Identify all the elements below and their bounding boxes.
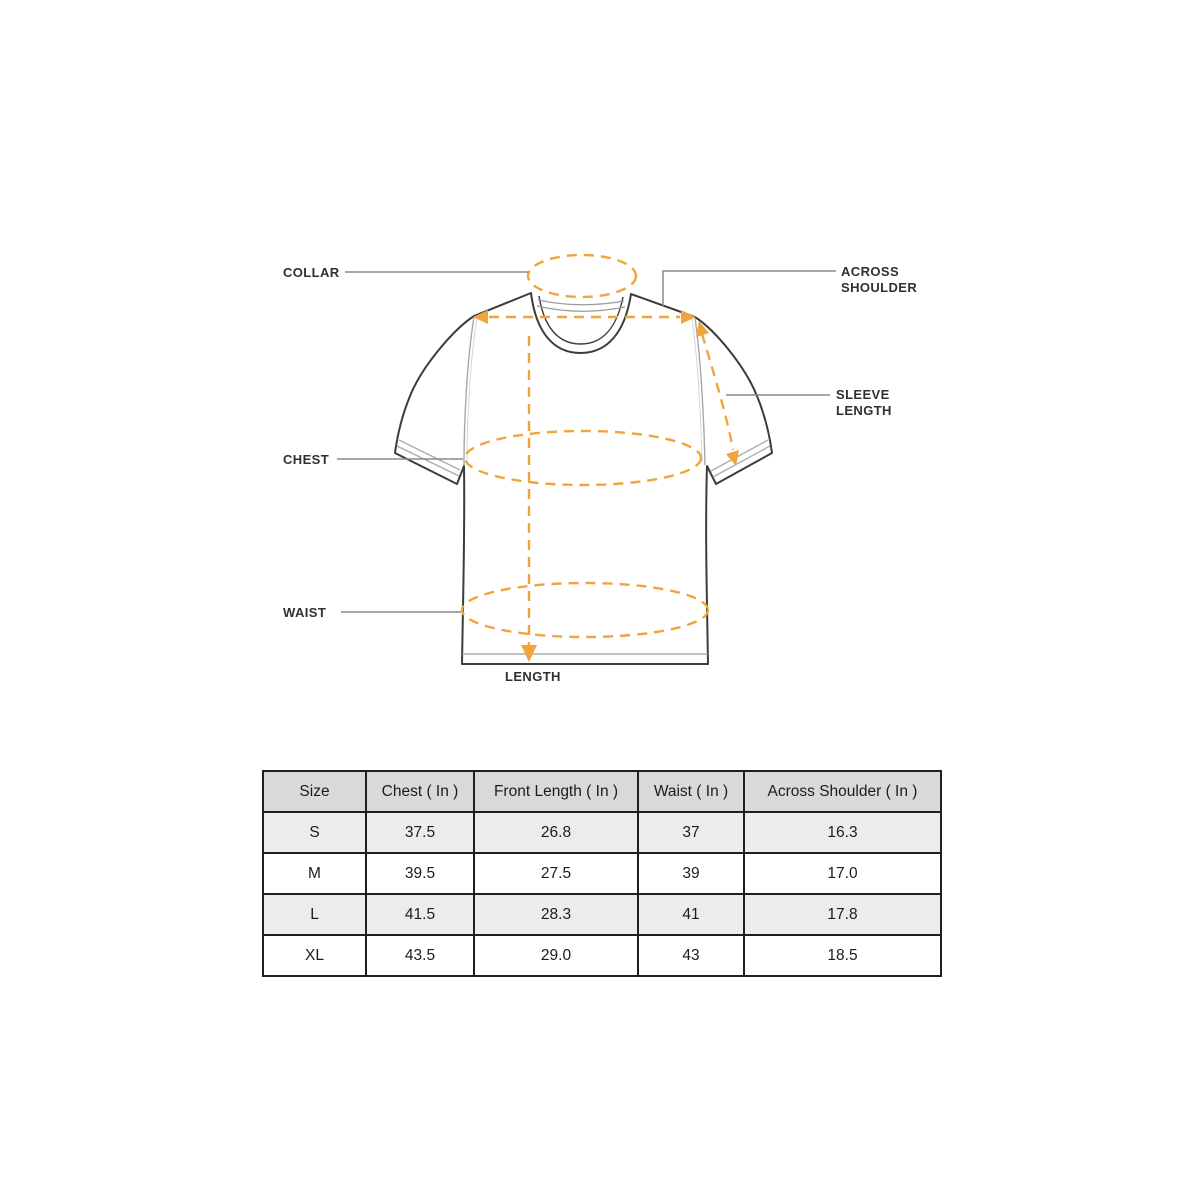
tshirt-body-outline	[395, 293, 772, 664]
chest-cell: 37.5	[366, 812, 474, 853]
across-shoulder-label-line2: SHOULDER	[841, 280, 918, 295]
sleeve-length-label	[836, 387, 892, 419]
collar-back-line-1	[538, 300, 624, 305]
chest-cell: 43.5	[366, 935, 474, 976]
sleeve-length-label-line1: SLEEVE	[836, 387, 890, 402]
length-label: LENGTH	[505, 669, 561, 684]
size-table-header-row	[263, 771, 941, 812]
waist-cell: 43	[638, 935, 744, 976]
size-cell: XL	[263, 935, 366, 976]
size-row-xl	[263, 935, 941, 976]
size-row-m	[263, 853, 941, 894]
size-cell: S	[263, 812, 366, 853]
across-shoulder-label-line1: ACROSS	[841, 264, 900, 279]
waist-label: WAIST	[283, 605, 327, 620]
across-shoulder-cell: 17.0	[744, 853, 941, 894]
across-shoulder-cell: 16.3	[744, 812, 941, 853]
collar-label: COLLAR	[283, 265, 340, 280]
waist-cell: 41	[638, 894, 744, 935]
chest-cell: 41.5	[366, 894, 474, 935]
sleeve-length-label-line2: LENGTH	[836, 403, 892, 418]
front-length-cell: 26.8	[474, 812, 638, 853]
size-table	[262, 770, 942, 977]
across-shoulder-cell: 18.5	[744, 935, 941, 976]
size-row-s	[263, 812, 941, 853]
chest-label: CHEST	[283, 452, 330, 467]
col-header-chest: Chest ( In )	[366, 771, 474, 812]
across-shoulder-leader-line	[663, 271, 836, 306]
across-shoulder-label	[841, 264, 917, 296]
col-header-across-shoulder: Across Shoulder ( In )	[744, 771, 941, 812]
front-length-cell: 27.5	[474, 853, 638, 894]
col-header-waist: Waist ( In )	[638, 771, 744, 812]
chest-cell: 39.5	[366, 853, 474, 894]
collar-back-line-2	[537, 306, 625, 311]
size-cell: L	[263, 894, 366, 935]
size-row-l	[263, 894, 941, 935]
col-header-front-length: Front Length ( In )	[474, 771, 638, 812]
waist-cell: 37	[638, 812, 744, 853]
front-length-cell: 29.0	[474, 935, 638, 976]
waist-cell: 39	[638, 853, 744, 894]
front-length-cell: 28.3	[474, 894, 638, 935]
col-header-size: Size	[263, 771, 366, 812]
collar-measure-ellipse	[528, 255, 636, 297]
across-shoulder-cell: 17.8	[744, 894, 941, 935]
size-cell: M	[263, 853, 366, 894]
